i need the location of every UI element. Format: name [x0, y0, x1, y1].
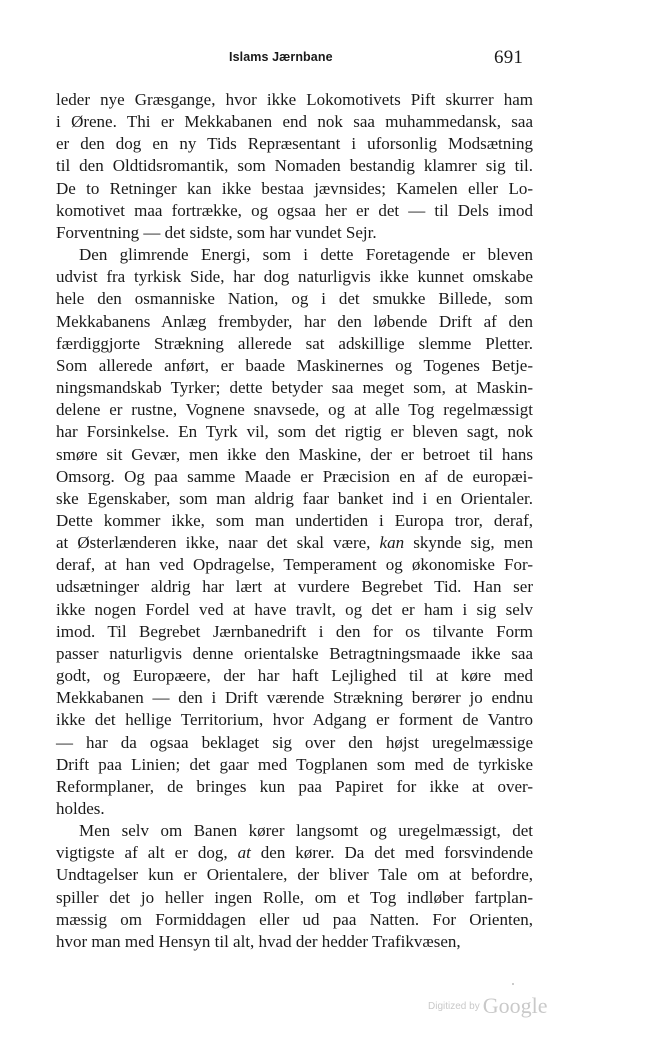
text-line: smøre sit Gevær, men ikke den Maskine, der er betroet til hans [56, 444, 533, 464]
text-line: Den glimrende Energi, som i dette Foretagende er bleven [79, 245, 533, 265]
text-line: ikke nogen Fordel ved at have travlt, og det er ham i sig selv [56, 599, 533, 619]
text-line: — har da ogsaa beklaget sig over den højst uregelmæssige [56, 732, 533, 752]
text-line: færdiggjorte Strækning allerede sat adskillige slemme Pletter. [56, 333, 533, 353]
text-line: mæssig om Formiddagen eller ud paa Natten. For Orienten, [56, 909, 533, 929]
text-line: udsætninger aldrig har lært at vurdere Begrebet Tid. Han ser [56, 577, 533, 597]
running-title: Islams Jærnbane [229, 50, 333, 64]
text-line: Drift paa Linien; det gaar med Togplanen som med de tyrkiske [56, 754, 533, 774]
text-line: passer naturligvis denne orientalske Betragtningsmaade ikke saa [56, 643, 533, 663]
text-line: er den dog en ny Tids Repræsentant i uforsonlig Modsætning [56, 134, 533, 154]
text-line: hvor man med Hensyn til alt, hvad der hedder Trafikvæsen, [56, 931, 461, 951]
text-line: hele den osmanniske Nation, og i det smukke Billede, som [56, 289, 533, 309]
text-line: ikke det hellige Territorium, hvor Adgang er forment de Vantro [56, 710, 533, 730]
text-line: delene er rustne, Vognene snavsede, og at alle Tog regelmæssigt [56, 400, 533, 420]
text-line: ningsmandskab Tyrker; dette betyder saa meget som, at Maskin- [56, 378, 533, 398]
google-logo: Google [482, 993, 548, 1018]
page-header [0, 48, 646, 72]
paragraph [56, 89, 533, 244]
scan-speck [512, 983, 514, 985]
text-line: i Ørene. Thi er Mekkabanen end nok saa muhammedansk, saa [56, 112, 533, 132]
text-line: ske Egenskaber, som man aldrig faar banket ind i en Orientaler. [56, 488, 533, 508]
paragraph [56, 244, 533, 820]
paragraph [56, 820, 533, 953]
text-line: Dette kommer ikke, som man undertiden i Europa tror, deraf, [56, 510, 533, 530]
watermark-prefix: Digitized by [428, 1001, 480, 1012]
text-line: at Østerlænderen ikke, naar det skal være, kan skynde sig, men [56, 533, 534, 553]
body-text [56, 89, 533, 953]
text-line: Forventning — det sidste, som har vundet Sejr. [56, 222, 377, 242]
text-line: Mekkabanen — den i Drift værende Strækning berører jo endnu [56, 688, 533, 708]
text-line: holdes. [56, 799, 105, 818]
text-line: spiller det jo heller ingen Rolle, om et Tog indløber fartplan- [56, 887, 533, 907]
emphasis: at [237, 843, 251, 863]
text-line: De to Retninger kan ikke bestaa jævnsides; Kamelen eller Lo- [56, 178, 533, 198]
text-line: til den Oldtidsromantik, som Nomaden bestandig klamrer sig til. [56, 156, 533, 176]
emphasis: kan [379, 533, 405, 553]
text-line: Omsorg. Og paa samme Maade er Præcision en af de europæi- [56, 466, 533, 486]
text-line: godt, og Europæere, der har haft Lejlighed til at køre med [56, 666, 533, 686]
text-line: komotivet maa fortrække, og ogsaa her er det — til Dels imod [56, 200, 533, 220]
text-line: har Forsinkelse. En Tyrk vil, som det rigtig er bleven sagt, nok [56, 422, 533, 442]
page-number: 691 [494, 47, 524, 68]
text-line: leder nye Græsgange, hvor ikke Lokomotivets Pift skurrer ham [56, 90, 533, 109]
text-line: udvist fra tyrkisk Side, har dog naturligvis ikke kunnet omskabe [56, 267, 533, 287]
text-line: Reformplaner, de bringes kun paa Papiret for ikke at over- [56, 776, 533, 796]
text-line: Som allerede anført, er baade Maskinernes og Togenes Betje- [56, 355, 533, 375]
text-line: Undtagelser kun er Orientalere, der bliver Tale om at befordre, [56, 865, 533, 885]
text-line: Men selv om Banen kører langsomt og uregelmæssigt, det [79, 821, 533, 841]
text-line: Mekkabanens Anlæg frembyder, har den løbende Drift af den [56, 311, 533, 331]
text-line: imod. Til Begrebet Jærnbanedrift i den for os tilvante Form [56, 621, 533, 641]
digitized-watermark [428, 993, 547, 1019]
text-line: deraf, at han ved Opdragelse, Temperament og økonomiske For- [56, 555, 533, 575]
text-line: vigtigste af alt er dog, at den kører. Da det med forsvindende [56, 843, 533, 863]
